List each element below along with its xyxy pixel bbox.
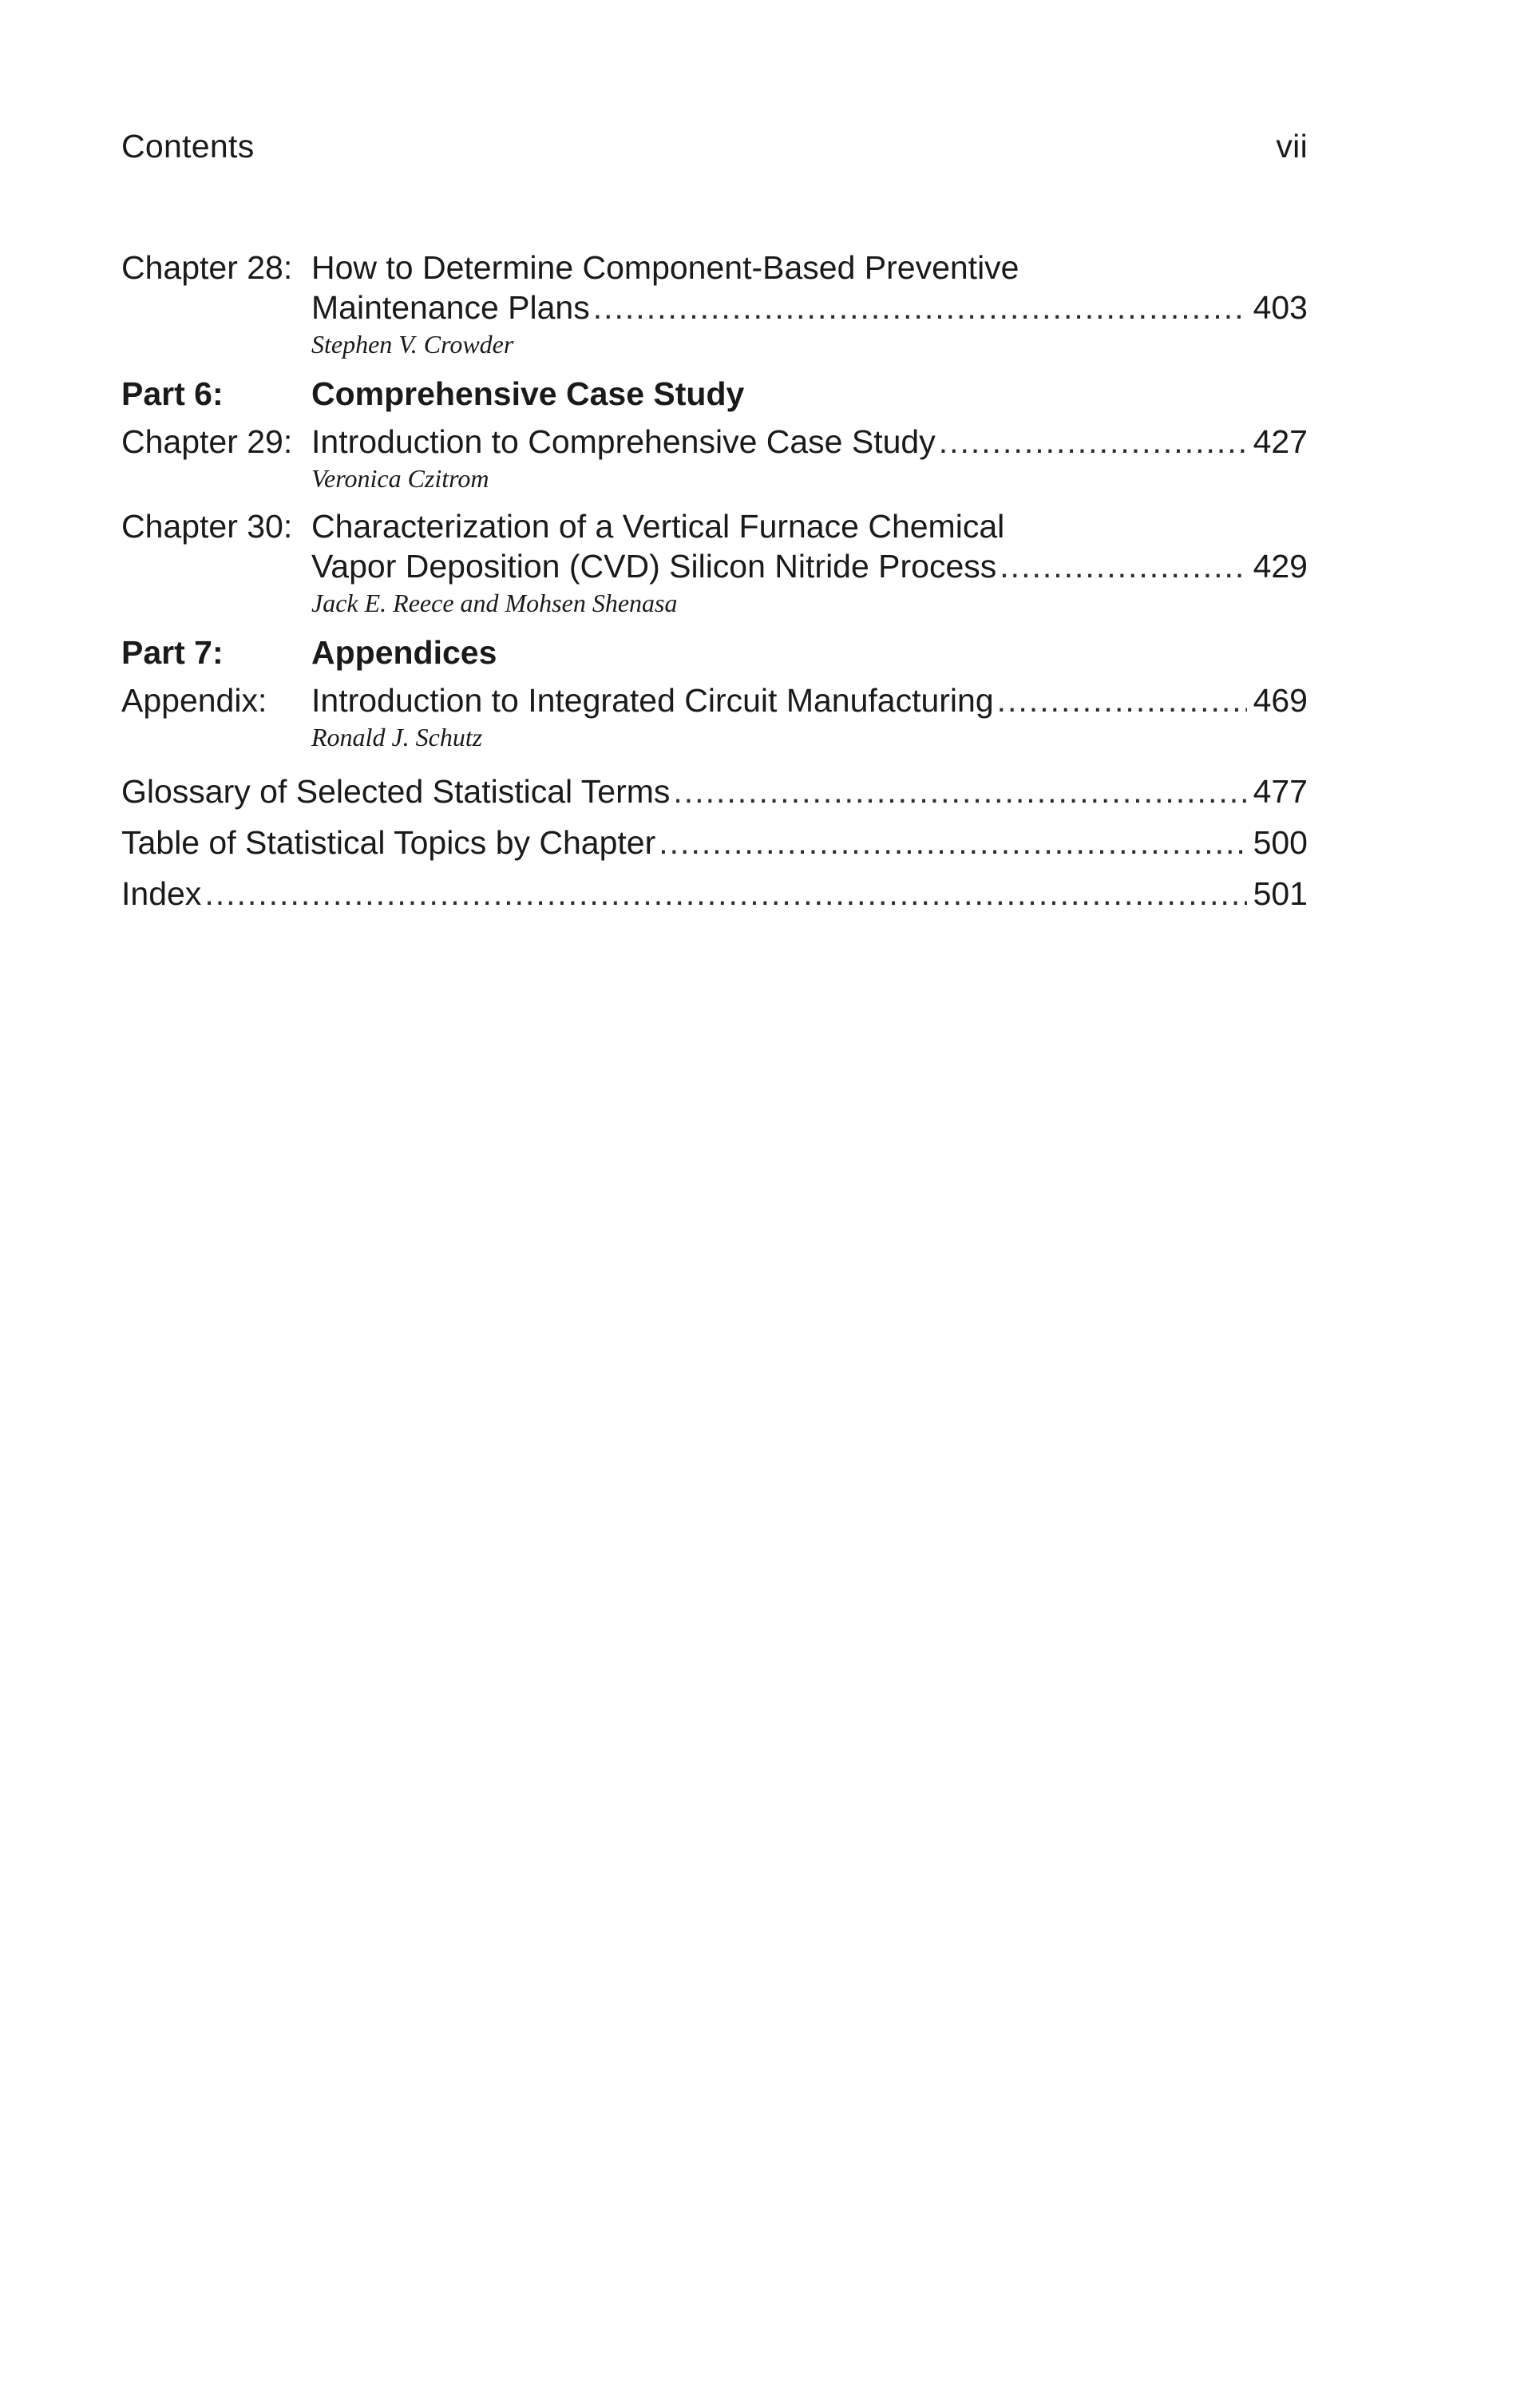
appendix-body bbox=[311, 680, 1308, 754]
part-label: Part 7: bbox=[121, 634, 224, 671]
appendix-label: Appendix: bbox=[121, 682, 267, 719]
chapter-body bbox=[311, 422, 1308, 495]
chapter-title-line-1: How to Determine Component-Based Preventive bbox=[311, 249, 1019, 286]
part-title: Appendices bbox=[311, 634, 497, 671]
part-title: Comprehensive Case Study bbox=[311, 375, 745, 412]
dot-leader bbox=[593, 287, 1247, 327]
toc-entry-appendix[interactable] bbox=[121, 680, 1308, 754]
page-number: 500 bbox=[1253, 824, 1308, 861]
chapter-author: Veronica Czitrom bbox=[311, 464, 489, 493]
chapter-label: Chapter 29: bbox=[121, 423, 293, 460]
chapter-title-line-1: Characterization of a Vertical Furnace Chemical bbox=[311, 508, 1005, 545]
chapter-body bbox=[311, 506, 1308, 620]
toc-entry-index[interactable] bbox=[121, 874, 1308, 914]
topics-table-title: Table of Statistical Topics by Chapter bbox=[121, 824, 656, 861]
table-of-contents bbox=[121, 248, 1308, 925]
dot-leader bbox=[1000, 546, 1246, 586]
chapter-title-line bbox=[311, 422, 1308, 462]
page-numeral: vii bbox=[1276, 128, 1308, 165]
part-label: Part 6: bbox=[121, 375, 224, 412]
section-title: Contents bbox=[121, 128, 255, 165]
appendix-author: Ronald J. Schutz bbox=[311, 723, 483, 751]
chapter-label: Chapter 28: bbox=[121, 249, 293, 286]
glossary-title: Glossary of Selected Statistical Terms bbox=[121, 773, 671, 810]
toc-entry-topics-table[interactable] bbox=[121, 823, 1308, 862]
toc-part-7[interactable] bbox=[121, 631, 1308, 674]
chapter-label: Chapter 30: bbox=[121, 508, 293, 545]
appendix-title: Introduction to Integrated Circuit Manufacturing bbox=[311, 682, 994, 719]
dot-leader bbox=[659, 823, 1246, 862]
chapter-title-line-2 bbox=[311, 287, 1308, 327]
page-number: 403 bbox=[1253, 289, 1308, 326]
dot-leader bbox=[997, 680, 1247, 720]
toc-entry-chapter-28[interactable] bbox=[121, 248, 1308, 361]
chapter-title-continued: Vapor Deposition (CVD) Silicon Nitride Process bbox=[311, 548, 997, 585]
toc-entry-chapter-29[interactable] bbox=[121, 422, 1308, 495]
dot-leader bbox=[939, 422, 1247, 462]
toc-entry-glossary[interactable] bbox=[121, 771, 1308, 811]
dot-leader bbox=[204, 874, 1246, 914]
page-number: 469 bbox=[1253, 682, 1308, 719]
toc-part-6[interactable] bbox=[121, 372, 1308, 415]
chapter-author: Jack E. Reece and Mohsen Shenasa bbox=[311, 589, 678, 617]
page-number: 429 bbox=[1253, 548, 1308, 585]
index-title: Index bbox=[121, 875, 202, 912]
chapter-title: Introduction to Comprehensive Case Study bbox=[311, 423, 936, 460]
toc-entry-chapter-30[interactable] bbox=[121, 506, 1308, 620]
appendix-title-line bbox=[311, 680, 1308, 720]
dot-leader bbox=[673, 771, 1246, 811]
running-head bbox=[121, 128, 1308, 165]
page-number: 477 bbox=[1253, 773, 1308, 810]
chapter-title-continued: Maintenance Plans bbox=[311, 289, 590, 326]
page-number: 427 bbox=[1253, 423, 1308, 460]
chapter-body bbox=[311, 248, 1308, 361]
chapter-author: Stephen V. Crowder bbox=[311, 330, 514, 359]
page-number: 501 bbox=[1253, 875, 1308, 912]
chapter-title-line-2 bbox=[311, 546, 1308, 586]
